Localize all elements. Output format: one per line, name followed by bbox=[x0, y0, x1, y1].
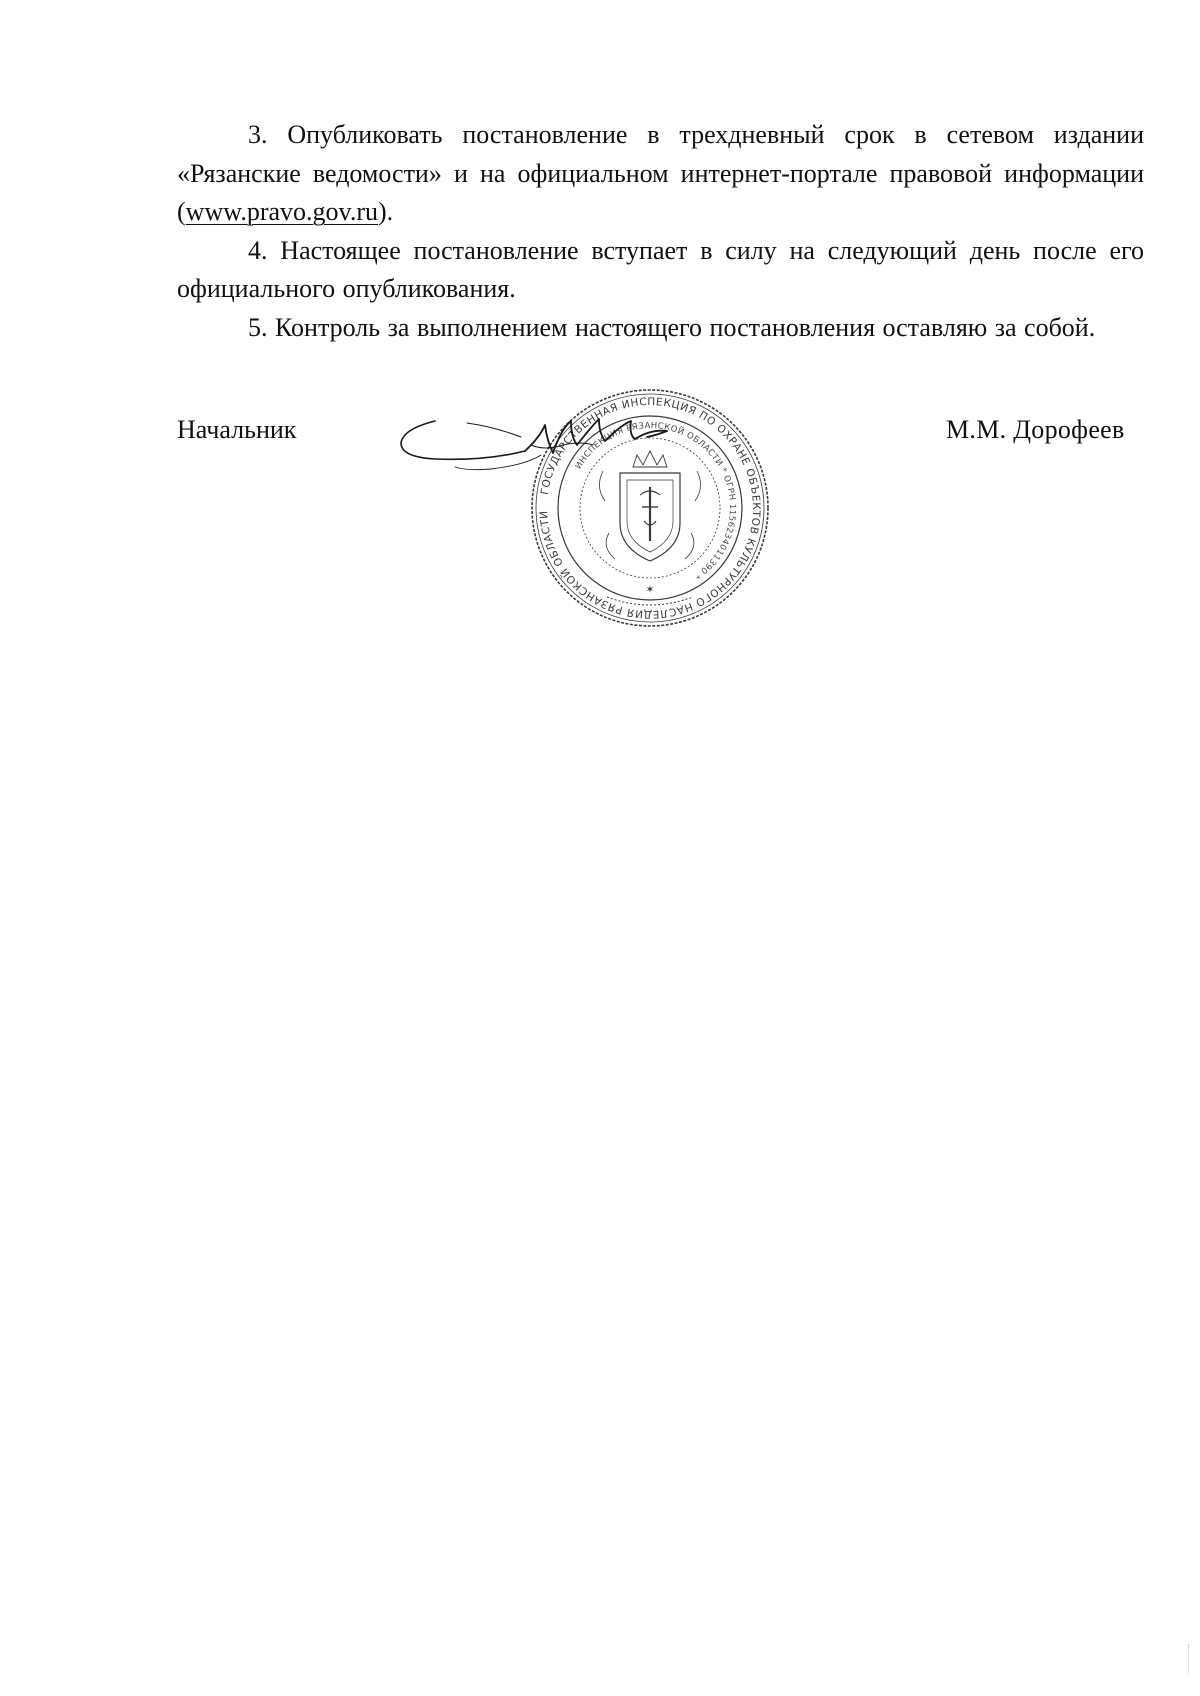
paragraph-text-tail: ). bbox=[377, 197, 394, 226]
paragraph-number: 4. bbox=[248, 235, 268, 265]
stamp-star-icon: ✶ bbox=[645, 583, 655, 596]
paragraph-number: 3. bbox=[248, 120, 268, 149]
paragraph-number: 5. bbox=[248, 312, 268, 342]
paragraph-3 bbox=[177, 116, 1144, 232]
paragraph-text: Опубликовать постановление в трехдневный срок в сетевом издании «Рязанские ведомости» и на официальном интернет-портале правовой информации ( bbox=[177, 120, 1145, 226]
signer-name: М.М. Дорофеев bbox=[946, 415, 1125, 444]
paragraph-5 bbox=[177, 309, 1144, 348]
document-body bbox=[177, 116, 1144, 347]
stamp-outer-text: ГОСУДАРСТВЕННАЯ ИНСПЕКЦИЯ ПО ОХРАНЕ ОБЪЕКТОВ КУЛЬТУРНОГО НАСЛЕДИЯ РЯЗАНСКОЙ ОБЛАСТИ bbox=[537, 395, 763, 621]
pravo-gov-link[interactable]: www.pravo.gov.ru bbox=[185, 197, 378, 226]
scan-edge-mark bbox=[1188, 1644, 1192, 1674]
paragraph-text: Контроль за выполнением настоящего постановления оставляю за собой. bbox=[275, 312, 1096, 342]
handwritten-signature bbox=[395, 415, 755, 525]
stamp-inner-text: ИНСПЕКЦИЯ РЯЗАНСКОЙ ОБЛАСТИ * ОГРН 1156234011390 * bbox=[573, 420, 738, 581]
signer-position: Начальник bbox=[177, 415, 297, 444]
paragraph-text: Настоящее постановление вступает в силу на следующий день после его официального опубликования. bbox=[177, 235, 1145, 303]
paragraph-4 bbox=[177, 232, 1144, 309]
signature-icon bbox=[395, 415, 755, 525]
